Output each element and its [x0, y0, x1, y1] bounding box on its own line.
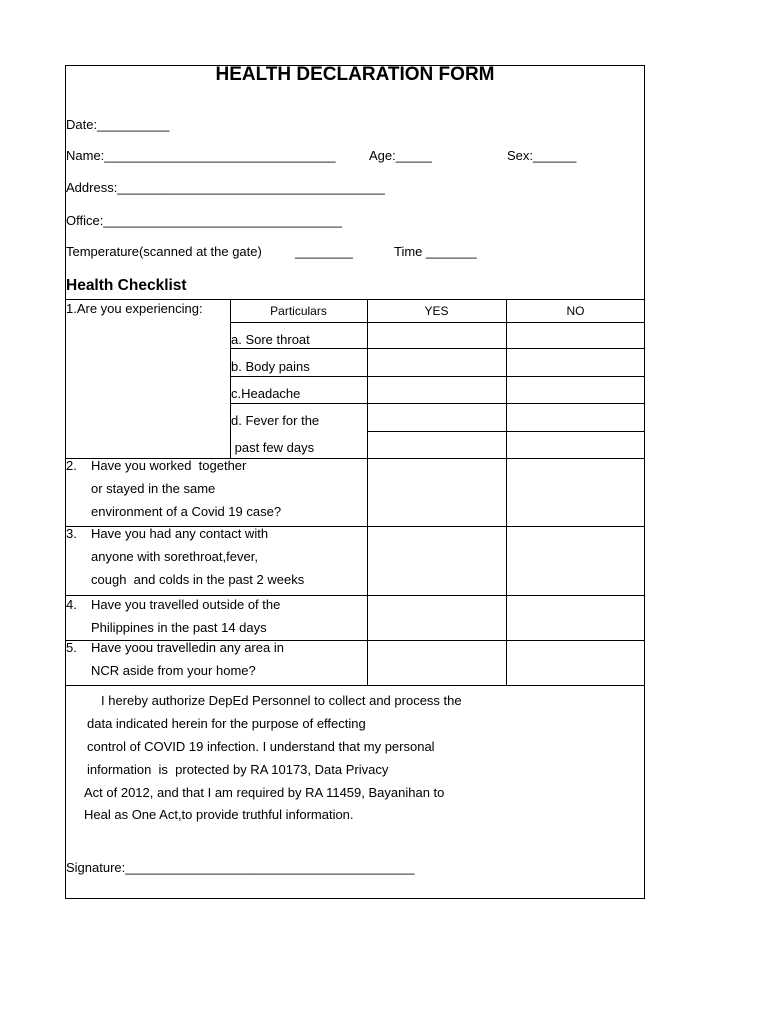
form-title: HEALTH DECLARATION FORM — [215, 64, 495, 85]
question-4-text: Philippines in the past 14 days — [91, 620, 267, 635]
row-divider — [65, 595, 645, 596]
symptom-sore-throat: a. Sore throat — [231, 332, 310, 347]
date-field[interactable]: Date:__________ — [66, 117, 170, 132]
question-2-text: Have you worked together — [91, 458, 247, 473]
yes-header: YES — [424, 304, 449, 318]
temperature-label: Temperature(scanned at the gate) — [66, 244, 262, 259]
column-divider — [230, 299, 231, 458]
time-field[interactable]: Time _______ — [394, 244, 477, 259]
authorization-text: information is protected by RA 10173, Data Privacy — [87, 762, 389, 777]
symptom-headache: c.Headache — [231, 386, 301, 401]
age-field[interactable]: Age:_____ — [369, 148, 432, 163]
symptom-fever-continued: past few days — [231, 440, 315, 455]
table-bottom-border — [65, 685, 645, 686]
question-4-number: 4. — [66, 597, 77, 612]
name-field[interactable]: Name:________________________________ — [66, 148, 336, 163]
no-header: NO — [566, 304, 585, 318]
symptom-fever: d. Fever for the — [231, 413, 320, 428]
question-5-text: NCR aside from your home? — [91, 663, 256, 678]
question-2-text: or stayed in the same — [91, 481, 216, 496]
question-4-text: Have you travelled outside of the — [91, 597, 281, 612]
authorization-text: Heal as One Act,to provide truthful information. — [84, 807, 354, 822]
checklist-heading: Health Checklist — [66, 277, 187, 294]
question-2-text: environment of a Covid 19 case? — [91, 504, 282, 519]
office-field[interactable]: Office:_________________________________ — [66, 213, 342, 228]
column-divider — [367, 299, 368, 685]
authorization-text: Act of 2012, and that I am required by RA 11459, Bayanihan to — [84, 785, 445, 800]
signature-field[interactable]: Signature:________________________________________ — [66, 860, 415, 875]
question-3-text: anyone with sorethroat,fever, — [91, 549, 258, 564]
column-divider — [506, 299, 507, 685]
authorization-text: data indicated herein for the purpose of effecting — [87, 716, 366, 731]
question-2-number: 2. — [66, 458, 77, 473]
question-1-label: 1.Are you experiencing: — [66, 301, 203, 316]
temperature-field[interactable]: ________ — [295, 244, 353, 259]
row-divider — [230, 376, 645, 377]
particulars-header: Particulars — [270, 304, 327, 318]
question-5-number: 5. — [66, 640, 77, 655]
row-divider — [230, 348, 645, 349]
address-field[interactable]: Address:_____________________________________ — [66, 180, 385, 195]
table-header-divider — [230, 322, 645, 323]
row-divider — [230, 403, 645, 404]
sex-field[interactable]: Sex:______ — [507, 148, 577, 163]
question-3-number: 3. — [66, 526, 77, 541]
table-top-border — [65, 299, 645, 300]
authorization-text: control of COVID 19 infection. I understand that my personal — [87, 739, 435, 754]
question-3-text: cough and colds in the past 2 weeks — [91, 572, 305, 587]
question-5-text: Have yoou travelledin any area in — [91, 640, 284, 655]
question-3-text: Have you had any contact with — [91, 526, 269, 541]
authorization-text: I hereby authorize DepEd Personnel to collect and process the — [101, 693, 462, 708]
symptom-body-pains: b. Body pains — [231, 359, 310, 374]
